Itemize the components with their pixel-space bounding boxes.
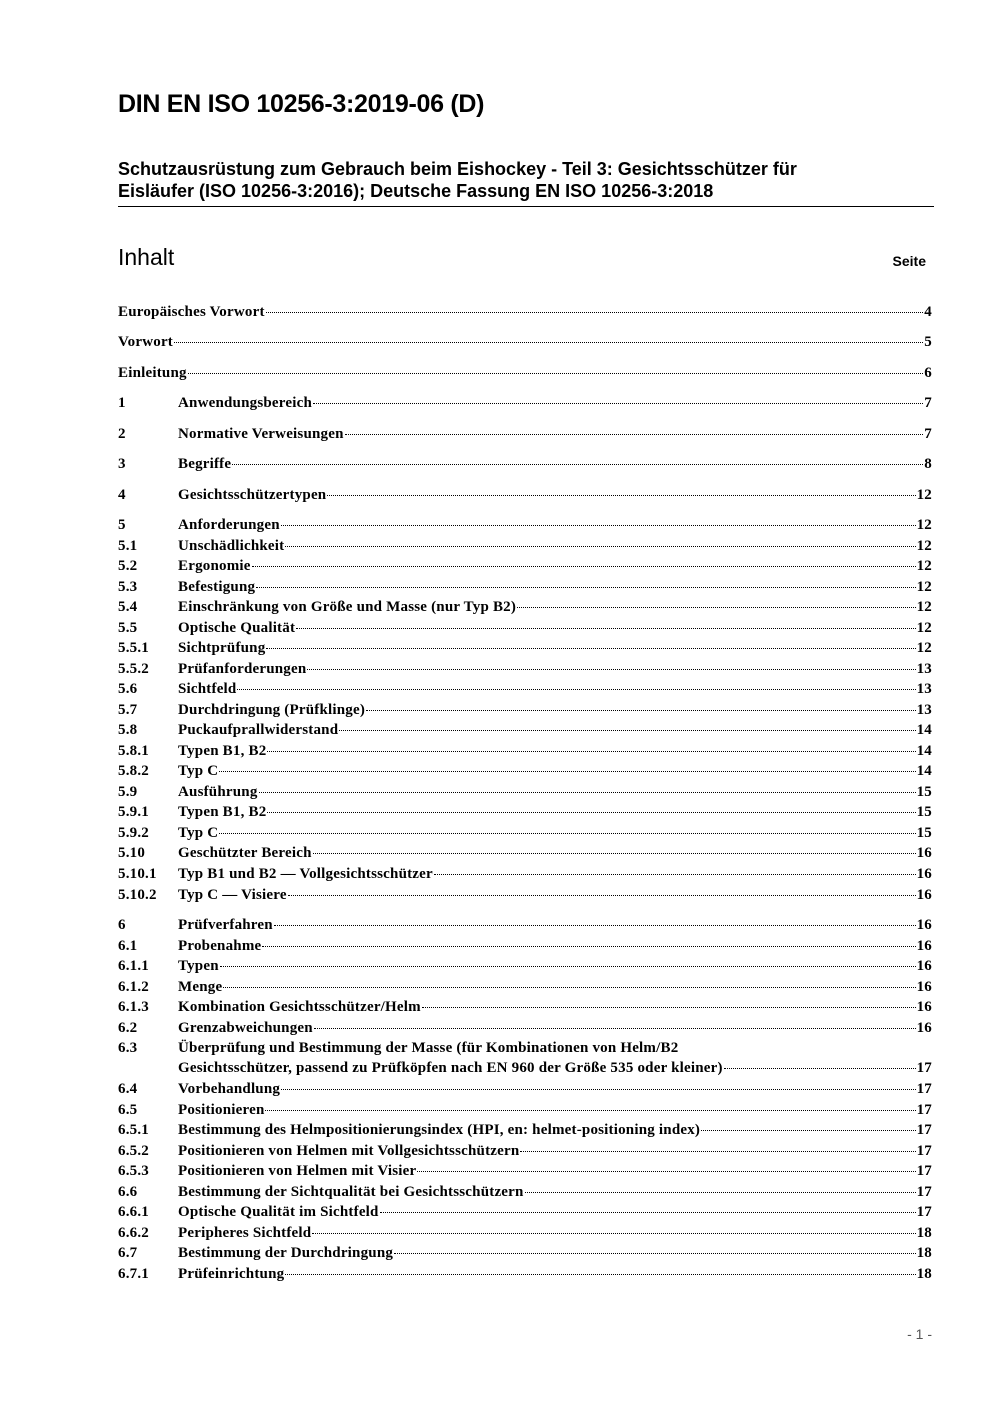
toc-entry-number: 5.9 — [118, 784, 138, 800]
toc-entry-title-line-1: Überprüfung und Bestimmung der Masse (für Kombinationen von Helm/B2 — [178, 1040, 679, 1056]
toc-entry-page: 16 — [916, 1020, 932, 1036]
toc-entry-number: 5 — [118, 517, 126, 533]
toc-entry-page: 14 — [916, 763, 932, 779]
toc-entry-number: 5.8.1 — [118, 743, 149, 759]
toc-entry[interactable] — [118, 742, 932, 760]
toc-entry[interactable] — [118, 425, 932, 443]
toc-leader-dots — [296, 628, 915, 629]
toc-entry-number: 2 — [118, 426, 126, 442]
toc-entry-title: Bestimmung der Sichtqualität bei Gesichtsschützern — [178, 1184, 524, 1200]
toc-entry[interactable] — [118, 516, 932, 534]
toc-entry-title: Typ C — [178, 825, 219, 841]
toc-entry-page: 16 — [916, 938, 932, 954]
toc-leader-dots — [285, 546, 915, 547]
toc-entry-title: Anforderungen — [178, 517, 280, 533]
title-rule — [118, 206, 934, 207]
toc-entry-title: Ergonomie — [178, 558, 251, 574]
toc-entry-title: Durchdringung (Prüfklinge) — [178, 702, 366, 718]
toc-entry-page: 16 — [916, 999, 932, 1015]
toc-entry-page: 17 — [916, 1143, 932, 1159]
toc-entry[interactable] — [118, 1019, 932, 1037]
toc-entry[interactable] — [118, 803, 932, 821]
toc-entry-page: 12 — [916, 620, 932, 636]
toc-leader-dots — [259, 792, 916, 793]
toc-entry-title: Prüfeinrichtung — [178, 1266, 285, 1282]
toc-entry-number: 5.2 — [118, 558, 138, 574]
toc-entry[interactable] — [118, 844, 932, 862]
toc-entry-title: Bestimmung des Helmpositionierungsindex (HPI, en: helmet-positioning index) — [178, 1122, 701, 1138]
toc-leader-dots — [188, 373, 924, 374]
toc-entry-number: 6.1 — [118, 938, 138, 954]
toc-entry-page: 15 — [916, 825, 932, 841]
toc-entry[interactable] — [118, 619, 932, 637]
toc-entry-title: Bestimmung der Durchdringung — [178, 1245, 394, 1261]
toc-entry-title: Prüfanforderungen — [178, 661, 307, 677]
toc-leader-dots — [266, 648, 915, 649]
toc-entry[interactable] — [118, 886, 932, 904]
toc-entry-number: 6.5.3 — [118, 1163, 149, 1179]
toc-entry-page: 13 — [916, 702, 932, 718]
toc-leader-dots — [380, 1212, 916, 1213]
toc-leader-dots — [313, 403, 923, 404]
toc-entry-page: 5 — [924, 334, 932, 350]
toc-entry[interactable] — [118, 957, 932, 975]
toc-entry[interactable] — [118, 333, 932, 351]
toc-leader-dots — [220, 966, 916, 967]
toc-entry-number: 6.1.1 — [118, 958, 149, 974]
toc-entry-page: 4 — [924, 304, 932, 320]
toc-entry[interactable] — [118, 1101, 932, 1119]
toc-entry-title: Kombination Gesichtsschützer/Helm — [178, 999, 421, 1015]
toc-entry-number: 5.5 — [118, 620, 138, 636]
toc-entry[interactable] — [118, 303, 932, 321]
toc-entry-title: Positionieren — [178, 1102, 265, 1118]
toc-entry-number: 6.4 — [118, 1081, 138, 1097]
toc-entry-title: Einschränkung von Größe und Masse (nur Typ B2) — [178, 599, 517, 615]
toc-entry-number: 6.5.2 — [118, 1143, 149, 1159]
toc-entry-number: 6.7.1 — [118, 1266, 149, 1282]
toc-entry[interactable] — [118, 1142, 932, 1160]
toc-entry-number: 4 — [118, 487, 126, 503]
toc-entry-number: 5.1 — [118, 538, 138, 554]
toc-entry[interactable] — [118, 537, 932, 555]
toc-entry-number: 6.6 — [118, 1184, 138, 1200]
toc-entry[interactable] — [118, 486, 932, 504]
toc-entry-title: Begriffe — [178, 456, 232, 472]
toc-entry-title: Anwendungsbereich — [178, 395, 312, 411]
toc-entry-number: 6.1.3 — [118, 999, 149, 1015]
toc-entry-title: Befestigung — [178, 579, 256, 595]
toc-leader-dots — [288, 895, 916, 896]
toc-leader-dots — [281, 525, 916, 526]
toc-entry-title: Typen B1, B2 — [178, 804, 267, 820]
toc-leader-dots — [266, 312, 924, 313]
toc-leader-dots — [285, 1274, 915, 1275]
toc-leader-dots — [525, 1192, 916, 1193]
document-subtitle — [118, 158, 938, 202]
toc-entry-number: 6.3 — [118, 1040, 138, 1056]
toc-entry-page: 12 — [916, 640, 932, 656]
toc-entry-page: 16 — [916, 958, 932, 974]
toc-entry-page: 17 — [916, 1122, 932, 1138]
toc-entry[interactable] — [118, 364, 932, 382]
toc-entry-title: Gesichtsschützer, passend zu Prüfköpfen nach EN 960 der Größe 535 oder kleiner) — [178, 1060, 723, 1076]
toc-leader-dots — [174, 342, 923, 343]
toc-entry-page: 12 — [916, 558, 932, 574]
toc-entry-title: Positionieren von Helmen mit Visier — [178, 1163, 417, 1179]
toc-entry[interactable] — [118, 998, 932, 1016]
toc-entry-number: 5.9.2 — [118, 825, 149, 841]
toc-entry-title: Vorwort — [118, 334, 173, 350]
toc-entry-title: Optische Qualität — [178, 620, 296, 636]
toc-leader-dots — [314, 1028, 916, 1029]
toc-entry-page: 17 — [916, 1163, 932, 1179]
toc-entry-title: Prüfverfahren — [178, 917, 273, 933]
toc-leader-dots — [520, 1151, 915, 1152]
toc-leader-dots — [219, 771, 915, 772]
toc-entry-number: 5.6 — [118, 681, 138, 697]
toc-entry[interactable] — [118, 455, 932, 473]
toc-entry-page: 13 — [916, 661, 932, 677]
toc-entry-page: 6 — [924, 365, 932, 381]
toc-leader-dots — [265, 1110, 915, 1111]
toc-entry-title: Typen — [178, 958, 219, 974]
toc-entry[interactable] — [118, 639, 932, 657]
toc-entry-page: 14 — [916, 743, 932, 759]
toc-entry-page: 12 — [916, 487, 932, 503]
toc-entry[interactable] — [118, 1244, 932, 1262]
toc-leader-dots — [223, 987, 915, 988]
toc-entry-page: 15 — [916, 804, 932, 820]
toc-entry-title: Vorbehandlung — [178, 1081, 281, 1097]
toc-entry-title: Puckaufprallwiderstand — [178, 722, 339, 738]
toc-entry-title: Europäisches Vorwort — [118, 304, 265, 320]
toc-entry-page: 16 — [916, 917, 932, 933]
toc-entry-title: Grenzabweichungen — [178, 1020, 313, 1036]
toc-entry-number: 6.2 — [118, 1020, 138, 1036]
toc-leader-dots — [394, 1253, 916, 1254]
toc-entry-number: 5.8.2 — [118, 763, 149, 779]
toc-entry-number: 6.5 — [118, 1102, 138, 1118]
toc-entry[interactable] — [118, 865, 932, 883]
toc-entry-page: 12 — [916, 517, 932, 533]
toc-entry-title: Menge — [178, 979, 223, 995]
toc-entry-page: 18 — [916, 1225, 932, 1241]
toc-entry-number: 5.3 — [118, 579, 138, 595]
toc-entry-page: 7 — [924, 426, 932, 442]
toc-entry-page: 17 — [916, 1102, 932, 1118]
toc-entry-page: 14 — [916, 722, 932, 738]
toc-entry-title: Sichtprüfung — [178, 640, 266, 656]
toc-entry-title: Positionieren von Helmen mit Vollgesichtsschützern — [178, 1143, 520, 1159]
toc-entry-page: 16 — [916, 845, 932, 861]
document-title: DIN EN ISO 10256-3:2019-06 (D) — [118, 90, 485, 118]
toc-leader-dots — [267, 812, 915, 813]
toc-entry[interactable] — [118, 578, 932, 596]
toc-entry-title: Unschädlichkeit — [178, 538, 285, 554]
toc-entry[interactable] — [118, 1183, 932, 1201]
toc-entry-page: 16 — [916, 887, 932, 903]
toc-entry[interactable] — [118, 394, 932, 412]
toc-entry[interactable] — [118, 721, 932, 739]
toc-entry[interactable] — [118, 978, 932, 996]
toc-entry-number: 3 — [118, 456, 126, 472]
toc-entry-page: 12 — [916, 599, 932, 615]
toc-entry-number: 5.10 — [118, 845, 146, 861]
toc-entry-page: 18 — [916, 1266, 932, 1282]
toc-entry-title: Geschützter Bereich — [178, 845, 312, 861]
toc-entry-page: 12 — [916, 579, 932, 595]
toc-entry-title: Typ C — Visiere — [178, 887, 287, 903]
toc-entry[interactable] — [118, 1224, 932, 1242]
toc-entry-page: 8 — [924, 456, 932, 472]
toc-leader-dots — [327, 495, 915, 496]
toc-entry[interactable] — [118, 1080, 932, 1098]
toc-entry-page: 16 — [916, 979, 932, 995]
toc-entry[interactable] — [118, 783, 932, 801]
toc-leader-dots — [262, 946, 915, 947]
toc-entry-page: 17 — [916, 1081, 932, 1097]
toc-entry-number: 6.6.1 — [118, 1204, 149, 1220]
toc-entry-page: 18 — [916, 1245, 932, 1261]
toc-leader-dots — [417, 1171, 915, 1172]
toc-entry-title: Gesichtsschützertypen — [178, 487, 327, 503]
toc-entry[interactable] — [118, 557, 932, 575]
toc-entry[interactable] — [118, 762, 932, 780]
toc-entry-title: Sichtfeld — [178, 681, 237, 697]
toc-entry-number: 5.7 — [118, 702, 138, 718]
toc-entry-title: Ausführung — [178, 784, 258, 800]
toc-entry-title: Einleitung — [118, 365, 187, 381]
toc-page-column-label: Seite — [892, 253, 926, 269]
toc-leader-dots — [252, 566, 916, 567]
toc-entry[interactable] — [118, 701, 932, 719]
toc-entry[interactable] — [118, 916, 932, 934]
toc-entry-number: 6.7 — [118, 1245, 138, 1261]
toc-leader-dots — [345, 434, 924, 435]
toc-leader-dots — [219, 833, 915, 834]
toc-entry-page: 16 — [916, 866, 932, 882]
toc-entry-number: 5.5.1 — [118, 640, 149, 656]
toc-entry-number: 5.10.1 — [118, 866, 157, 882]
toc-leader-dots — [256, 587, 915, 588]
toc-entry[interactable] — [118, 598, 932, 616]
toc-entry-number: 6 — [118, 917, 126, 933]
toc-leader-dots — [237, 689, 915, 690]
toc-entry-page: 12 — [916, 538, 932, 554]
toc-entry-number: 5.8 — [118, 722, 138, 738]
toc-leader-dots — [232, 464, 923, 465]
toc-leader-dots — [339, 730, 915, 731]
toc-entry-page: 17 — [916, 1204, 932, 1220]
toc-leader-dots — [366, 710, 916, 711]
toc-entry[interactable] — [118, 660, 932, 678]
toc-entry-number: 6.1.2 — [118, 979, 149, 995]
toc-leader-dots — [517, 607, 916, 608]
toc-leader-dots — [724, 1068, 916, 1069]
toc-entry-multiline[interactable] — [118, 1039, 932, 1077]
toc-leader-dots — [422, 1007, 916, 1008]
toc-entry[interactable] — [118, 824, 932, 842]
toc-leader-dots — [701, 1130, 915, 1131]
toc-leader-dots — [281, 1089, 916, 1090]
toc-entry-number: 5.4 — [118, 599, 138, 615]
toc-entry-page: 7 — [924, 395, 932, 411]
footer-page-number: - 1 - — [907, 1326, 932, 1342]
toc-entry-number: 5.10.2 — [118, 887, 157, 903]
subtitle-line-1: Schutzausrüstung zum Gebrauch beim Eishockey - Teil 3: Gesichtsschützer für — [118, 159, 797, 179]
toc-entry[interactable] — [118, 1162, 932, 1180]
toc-entry-number: 1 — [118, 395, 126, 411]
toc-entry-title: Optische Qualität im Sichtfeld — [178, 1204, 379, 1220]
toc-entry-page: 17 — [916, 1184, 932, 1200]
toc-entry[interactable] — [118, 1265, 932, 1283]
toc-entry-title: Typ C — [178, 763, 219, 779]
toc-entry-title: Typen B1, B2 — [178, 743, 267, 759]
toc-entry[interactable] — [118, 937, 932, 955]
toc-entry-title: Probenahme — [178, 938, 262, 954]
toc-leader-dots — [313, 853, 916, 854]
toc-entry-number: 5.5.2 — [118, 661, 149, 677]
toc-heading: Inhalt — [118, 244, 175, 270]
toc-entry[interactable] — [118, 1121, 932, 1139]
subtitle-line-2: Eisläufer (ISO 10256-3:2016); Deutsche Fassung EN ISO 10256-3:2018 — [118, 181, 714, 201]
toc-leader-dots — [434, 874, 916, 875]
toc-entry[interactable] — [118, 1203, 932, 1221]
toc-entry-number: 6.6.2 — [118, 1225, 149, 1241]
toc-entry-page: 17 — [916, 1060, 932, 1076]
toc-entry-page: 15 — [916, 784, 932, 800]
toc-leader-dots — [307, 669, 915, 670]
toc-entry[interactable] — [118, 680, 932, 698]
toc-entry-number: 5.9.1 — [118, 804, 149, 820]
toc-entry-title: Peripheres Sichtfeld — [178, 1225, 312, 1241]
toc-entry-page: 13 — [916, 681, 932, 697]
toc-leader-dots — [312, 1233, 915, 1234]
toc-entry-title: Normative Verweisungen — [178, 426, 344, 442]
toc-leader-dots — [274, 925, 916, 926]
toc-entry-title: Typ B1 und B2 — Vollgesichtsschützer — [178, 866, 433, 882]
toc-leader-dots — [267, 751, 915, 752]
toc-entry-number: 6.5.1 — [118, 1122, 149, 1138]
